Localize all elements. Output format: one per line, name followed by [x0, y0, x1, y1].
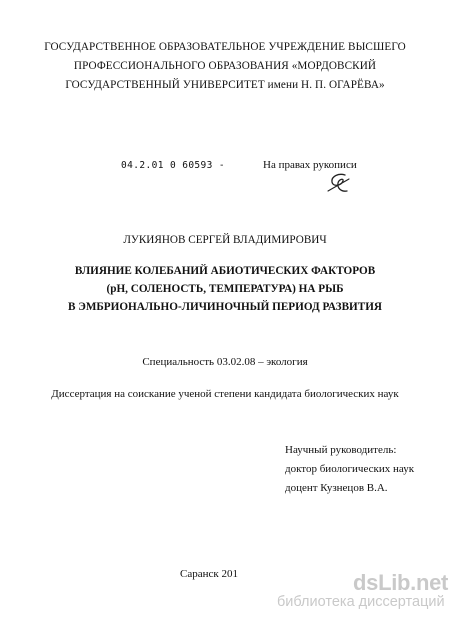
degree-statement: Диссертация на соискание ученой степени кандидата биологических наук	[51, 388, 399, 400]
watermark-site: dsLib.net	[353, 570, 449, 595]
watermark-caption: библиотека диссертаций	[277, 594, 445, 610]
manuscript-rights-note: На правах рукописи	[263, 159, 357, 171]
institution-line-1: ГОСУДАРСТВЕННОЕ ОБРАЗОВАТЕЛЬНОЕ УЧРЕЖДЕНИЕ ВЫСШЕГО	[44, 41, 406, 53]
dissertation-title-line-3: В ЭМБРИОНАЛЬНО-ЛИЧИНОЧНЫЙ ПЕРИОД РАЗВИТИЯ	[67, 301, 382, 313]
institution-line-3: ГОСУДАРСТВЕННЫЙ УНИВЕРСИТЕТ имени Н. П. ОГАРЁВА»	[65, 79, 385, 91]
author-name: ЛУКИЯНОВ СЕРГЕЙ ВЛАДИМИРОВИЧ	[123, 234, 327, 246]
advisor-heading: Научный руководитель:	[285, 444, 397, 456]
handwritten-signature	[325, 171, 353, 195]
dissertation-title-line-2: (pH, СОЛЕНОСТЬ, ТЕМПЕРАТУРА) НА РЫБ	[106, 283, 344, 295]
advisor-degree: доктор биологических наук	[285, 463, 415, 475]
advisor-name: доцент Кузнецов В.А.	[285, 482, 388, 494]
city-year: Саранск 201	[180, 568, 238, 580]
document-code: 04.2.01 0 60593 -	[121, 160, 226, 171]
specialty: Специальность 03.02.08 – экология	[142, 356, 308, 368]
institution-line-2: ПРОФЕССИОНАЛЬНОГО ОБРАЗОВАНИЯ «МОРДОВСКИЙ	[73, 60, 377, 72]
dissertation-title-line-1: ВЛИЯНИЕ КОЛЕБАНИЙ АБИОТИЧЕСКИХ ФАКТОРОВ	[74, 265, 376, 277]
